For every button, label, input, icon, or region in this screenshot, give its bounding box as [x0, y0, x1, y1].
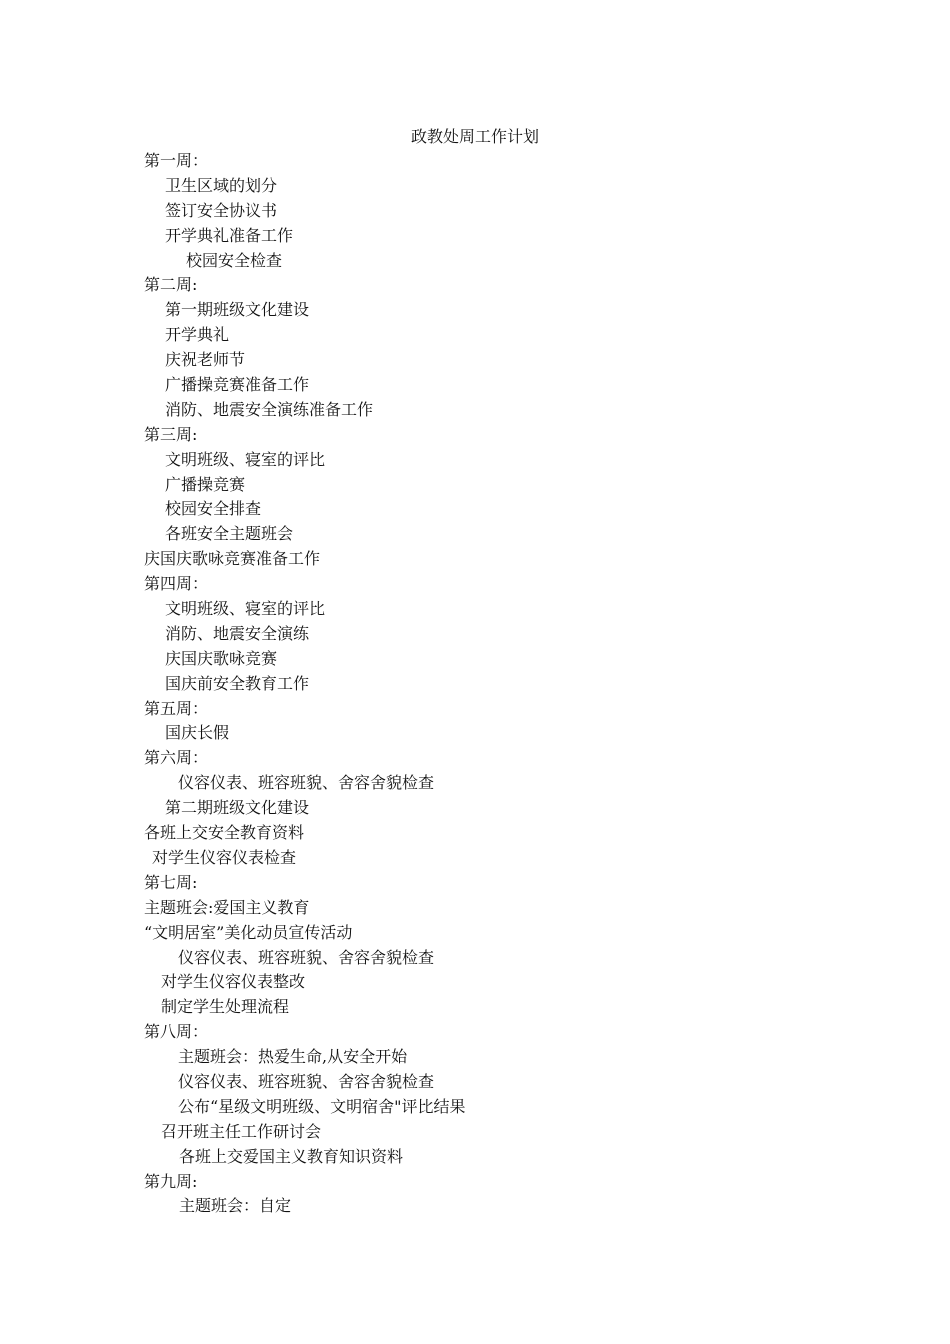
task-item: 仪容仪表、班容班貌、舍容舍貌检查 — [178, 1071, 435, 1091]
task-item: 开学典礼 — [165, 325, 230, 345]
task-item: 各班上交安全教育资料 — [144, 823, 305, 843]
task-item: 国庆长假 — [165, 723, 230, 743]
task-item: 对学生仪容仪表检查 — [152, 847, 297, 867]
task-item: 庆国庆歌咏竞赛 — [165, 648, 278, 668]
week-heading: 第五周： — [144, 698, 209, 718]
task-item: 广播操竞赛 — [165, 474, 246, 494]
task-item: 消防、地震安全演练准备工作 — [165, 399, 374, 419]
task-item: 校园安全检查 — [186, 250, 283, 270]
task-item: 广播操竞赛准备工作 — [165, 375, 310, 395]
task-item: 卫生区域的划分 — [165, 175, 278, 195]
task-item: 仪容仪表、班容班貌、舍容舍貌检查 — [178, 773, 435, 793]
task-item: 庆祝老师节 — [165, 350, 246, 370]
week-heading: 第七周: — [144, 872, 198, 892]
task-item: 国庆前安全教育工作 — [165, 673, 310, 693]
task-item: 文明班级、寝室的评比 — [165, 599, 326, 619]
task-item: 校园安全排查 — [165, 499, 262, 519]
week-heading: 第九周: — [144, 1171, 198, 1191]
task-item: 公布“星级文明班级、文明宿舍"评比结果 — [178, 1096, 466, 1116]
task-item: 签订安全协议书 — [165, 200, 278, 220]
week-heading: 第四周： — [144, 574, 209, 594]
week-heading: 第三周: — [144, 424, 198, 444]
task-item: 庆国庆歌咏竞赛准备工作 — [144, 549, 321, 569]
week-heading: 第一周： — [144, 151, 209, 170]
task-item: 主题班会：热爱生命,从安全开始 — [178, 1047, 408, 1067]
plan-lines — [144, 149, 864, 1219]
task-item: 仪容仪表、班容班貌、舍容舍貌检查 — [178, 947, 435, 967]
week-heading: 第二周: — [144, 275, 198, 295]
document-title: 政教处周工作计划 — [410, 127, 539, 146]
week-heading: 第六周： — [144, 748, 209, 768]
week-heading: 第八周： — [144, 1022, 209, 1042]
task-item: 文明班级、寝室的评比 — [165, 449, 326, 469]
task-item: 消防、地震安全演练 — [165, 623, 310, 643]
task-item: 主题班会：自定 — [179, 1196, 292, 1216]
task-item: 制定学生处理流程 — [161, 997, 290, 1017]
task-item: 第二期班级文化建设 — [165, 798, 310, 818]
task-item: 对学生仪容仪表整改 — [161, 972, 306, 992]
task-item: “文明居室”美化动员宣传活动 — [144, 922, 353, 942]
task-item: 各班安全主题班会 — [165, 524, 294, 544]
task-item: 第一期班级文化建设 — [165, 300, 310, 320]
task-item: 主题班会:爱国主义教育 — [144, 897, 310, 917]
task-item: 各班上交爱国主义教育知识资料 — [179, 1146, 404, 1166]
task-item: 召开班主任工作研讨会 — [161, 1121, 322, 1141]
task-item: 开学典礼准备工作 — [165, 225, 294, 245]
